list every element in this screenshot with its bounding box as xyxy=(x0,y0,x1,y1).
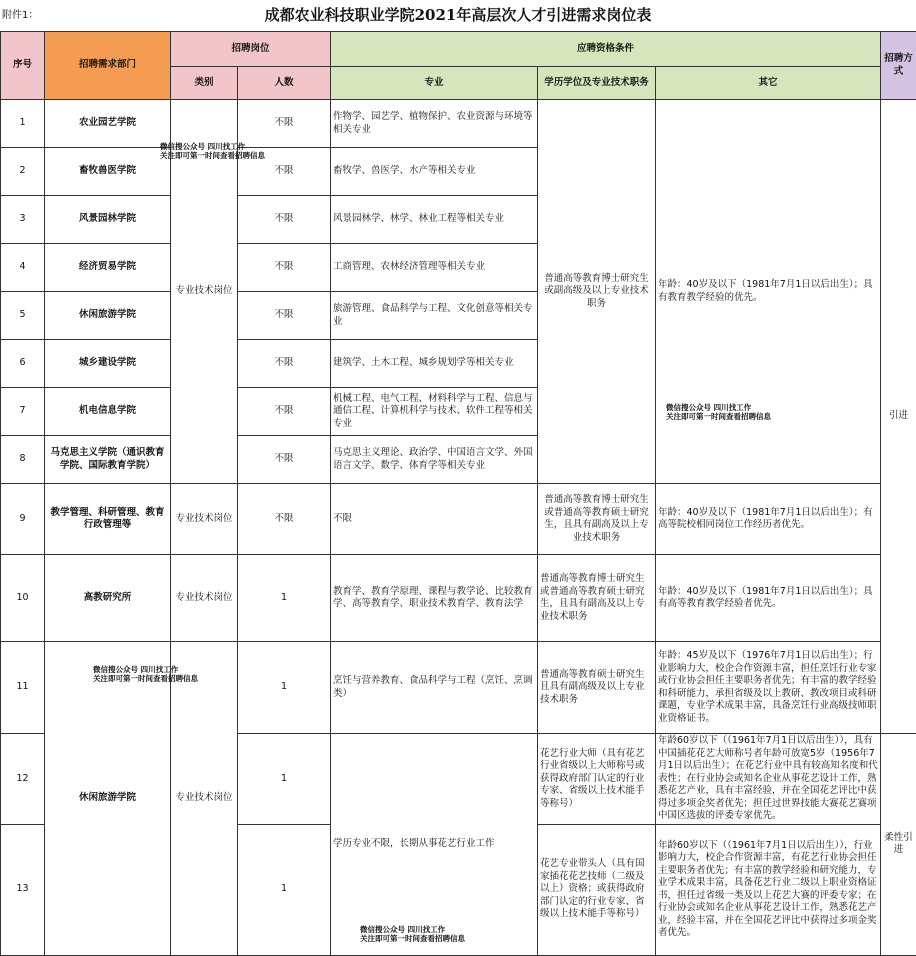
row-count: 不限 xyxy=(238,436,331,484)
row-major: 工商管理、农林经济管理等相关专业 xyxy=(331,244,538,292)
row-other: 年龄60岁以下（（1961年7月1日以后出生）），行业影响力大，校企合作资源丰富，有花艺行业协会担任主要职务者优先；有丰富的教学经验和研究能力，专业学术成果丰富，具备花艺行业二级以上职业资格证书，担任过省级一类及以上花艺大赛的评委专家；在行业协会或知名企业从事花艺设计工作，熟悉花艺产业，经验丰富，并在全国花艺评比中获得过多项金奖者优先。 xyxy=(656,824,881,955)
row-count: 不限 xyxy=(238,244,331,292)
header-post: 招聘岗位 xyxy=(171,32,331,67)
header-other: 其它 xyxy=(656,67,881,100)
degree-cell: 普通高等教育博士研究生或副高级及以上专业技术职务 xyxy=(538,100,656,484)
header-count: 人数 xyxy=(238,67,331,100)
category-cell: 专业技术岗位 xyxy=(171,642,238,956)
row-number: 9 xyxy=(1,484,45,555)
row-category: 专业技术岗位 xyxy=(171,555,238,642)
row-other: 年龄：40岁及以下（1981年7月1日以后出生）；有高等院校相同岗位工作经历者优先。 xyxy=(656,484,881,555)
row-major: 机械工程、电气工程、材料科学与工程、信息与通信工程、计算机科学与技术、软件工程等相关专业 xyxy=(331,388,538,436)
row-dept: 高教研究所 xyxy=(45,555,171,642)
row-major: 风景园林学、林学、林业工程等相关专业 xyxy=(331,196,538,244)
row-count: 不限 xyxy=(238,292,331,340)
row-number: 4 xyxy=(1,244,45,292)
row-degree: 花艺行业大师（具有花艺行业省级以上大师称号或获得政府部门认定的行业专家、省级以上技术能手等称号） xyxy=(538,734,656,825)
row-degree: 普通高等教育硕士研究生且具有副高级及以上专业技术职务 xyxy=(538,642,656,734)
row-major: 建筑学、土木工程、城乡规划学等相关专业 xyxy=(331,340,538,388)
row-number: 3 xyxy=(1,196,45,244)
other-cell: 年龄：40岁及以下（1981年7月1日以后出生）；具有教育教学经验的优先。 xyxy=(656,100,881,484)
row-dept: 机电信息学院 xyxy=(45,388,171,436)
row-dept: 城乡建设学院 xyxy=(45,340,171,388)
row-major: 教育学、教育学原理、课程与教学论、比较教育学、高等教育学、职业技术教育学、教育法学 xyxy=(331,555,538,642)
table-row xyxy=(1,555,916,642)
row-count: 1 xyxy=(238,824,331,955)
row-dept: 经济贸易学院 xyxy=(45,244,171,292)
watermark: 微信搜公众号 四川找工作 关注即可第一时间查看招聘信息 xyxy=(666,403,771,421)
header-method: 招聘方式 xyxy=(881,32,916,100)
header-category: 类别 xyxy=(171,67,238,100)
row-dept: 畜牧兽医学院 xyxy=(45,148,171,196)
row-number: 5 xyxy=(1,292,45,340)
header-major: 专业 xyxy=(331,67,538,100)
row-other: 年龄：45岁及以下（1976年7月1日以后出生）；行业影响力大，校企合作资源丰富，担任烹饪行业专家或行业协会担任主要职务者优先；有丰富的教学经验和科研能力，承担省级及以上教研、教改项目或科研课题，专业学术成果丰富，具备烹饪行业高级技师职业资格证书。 xyxy=(656,642,881,734)
row-category: 专业技术岗位 xyxy=(171,484,238,555)
method-intro: 引进 xyxy=(881,100,916,734)
row-number: 13 xyxy=(1,824,45,955)
row-degree: 花艺专业带头人（具有国家插花花艺技师（二级及以上）资格；或获得政府部门认定的行业专家、省级以上技术能手等称号） xyxy=(538,824,656,955)
row-major: 畜牧学、兽医学、水产等相关专业 xyxy=(331,148,538,196)
row-count: 1 xyxy=(238,734,331,825)
row-dept: 马克思主义学院（通识教育学院、国际教育学院） xyxy=(45,436,171,484)
row-major: 马克思主义理论、政治学、中国语言文学、外国语言文学、数学、体育学等相关专业 xyxy=(331,436,538,484)
row-count: 不限 xyxy=(238,484,331,555)
row-number: 8 xyxy=(1,436,45,484)
row-dept: 教学管理、科研管理、教育行政管理等 xyxy=(45,484,171,555)
row-number: 12 xyxy=(1,734,45,825)
row-other: 年龄：40岁及以下（1981年7月1日以后出生）；具有高等教育教学经验者优先。 xyxy=(656,555,881,642)
page-title: 成都农业科技职业学院2021年高层次人才引进需求岗位表 xyxy=(0,4,916,25)
row-other: 年龄60岁以下（（1961年7月1日以后出生）），具有中国插花花艺大师称号者年龄可放宽5岁（1956年7月1日以后出生）；在花艺行业中具有较高知名度和代表性；在行业协会或知名企业从事花艺设计工作，熟悉花艺产业，具有丰富经验，并在全国花艺评比中获得过多项金奖者优先；担任过世界技能大赛花艺赛项中国区选拔的评委专家优先。 xyxy=(656,734,881,825)
row-number: 7 xyxy=(1,388,45,436)
row-major: 烹饪与营养教育、食品科学与工程（烹饪、烹调类） xyxy=(331,642,538,734)
requirements-table xyxy=(0,31,916,956)
row-major: 作物学、园艺学、植物保护、农业资源与环境等相关专业 xyxy=(331,100,538,148)
row-count: 不限 xyxy=(238,100,331,148)
watermark: 微信搜公众号 四川找工作 关注即可第一时间查看招聘信息 xyxy=(160,142,265,160)
row-count: 不限 xyxy=(238,148,331,196)
category-cell: 专业技术岗位 xyxy=(171,100,238,484)
header-degree: 学历学位及专业技术职务 xyxy=(538,67,656,100)
watermark: 微信搜公众号 四川找工作 关注即可第一时间查看招聘信息 xyxy=(360,925,465,943)
row-count: 1 xyxy=(238,555,331,642)
table-row xyxy=(1,484,916,555)
row-dept: 休闲旅游学院 xyxy=(45,292,171,340)
row-number: 6 xyxy=(1,340,45,388)
row-dept: 风景园林学院 xyxy=(45,196,171,244)
row-dept: 农业园艺学院 xyxy=(45,100,171,148)
row-degree: 普通高等教育博士研究生或普通高等教育硕士研究生，且具有副高及以上专业技术职务 xyxy=(538,555,656,642)
watermark: 微信搜公众号 四川找工作 关注即可第一时间查看招聘信息 xyxy=(93,665,198,683)
row-major: 旅游管理、食品科学与工程、文化创意等相关专业 xyxy=(331,292,538,340)
header-seq: 序号 xyxy=(1,32,45,100)
header-dept: 招聘需求部门 xyxy=(45,32,171,100)
row-number: 1 xyxy=(1,100,45,148)
header-row-1 xyxy=(1,32,916,67)
row-dept: 休闲旅游学院 xyxy=(45,642,171,956)
row-major: 学历专业不限，长期从事花艺行业工作 xyxy=(331,734,538,956)
row-count: 1 xyxy=(238,642,331,734)
row-count: 不限 xyxy=(238,388,331,436)
row-number: 11 xyxy=(1,642,45,734)
table-row xyxy=(1,642,916,734)
row-degree: 普通高等教育博士研究生或普通高等教育硕士研究生，且具有副高及以上专业技术职务 xyxy=(538,484,656,555)
row-count: 不限 xyxy=(238,196,331,244)
method-flexible: 柔性引进 xyxy=(881,734,916,956)
row-count: 不限 xyxy=(238,340,331,388)
table-row xyxy=(1,100,916,148)
attachment-label: 附件1： xyxy=(2,6,38,21)
row-number: 2 xyxy=(1,148,45,196)
row-number: 10 xyxy=(1,555,45,642)
row-major: 不限 xyxy=(331,484,538,555)
header-qual: 应聘资格条件 xyxy=(331,32,881,67)
